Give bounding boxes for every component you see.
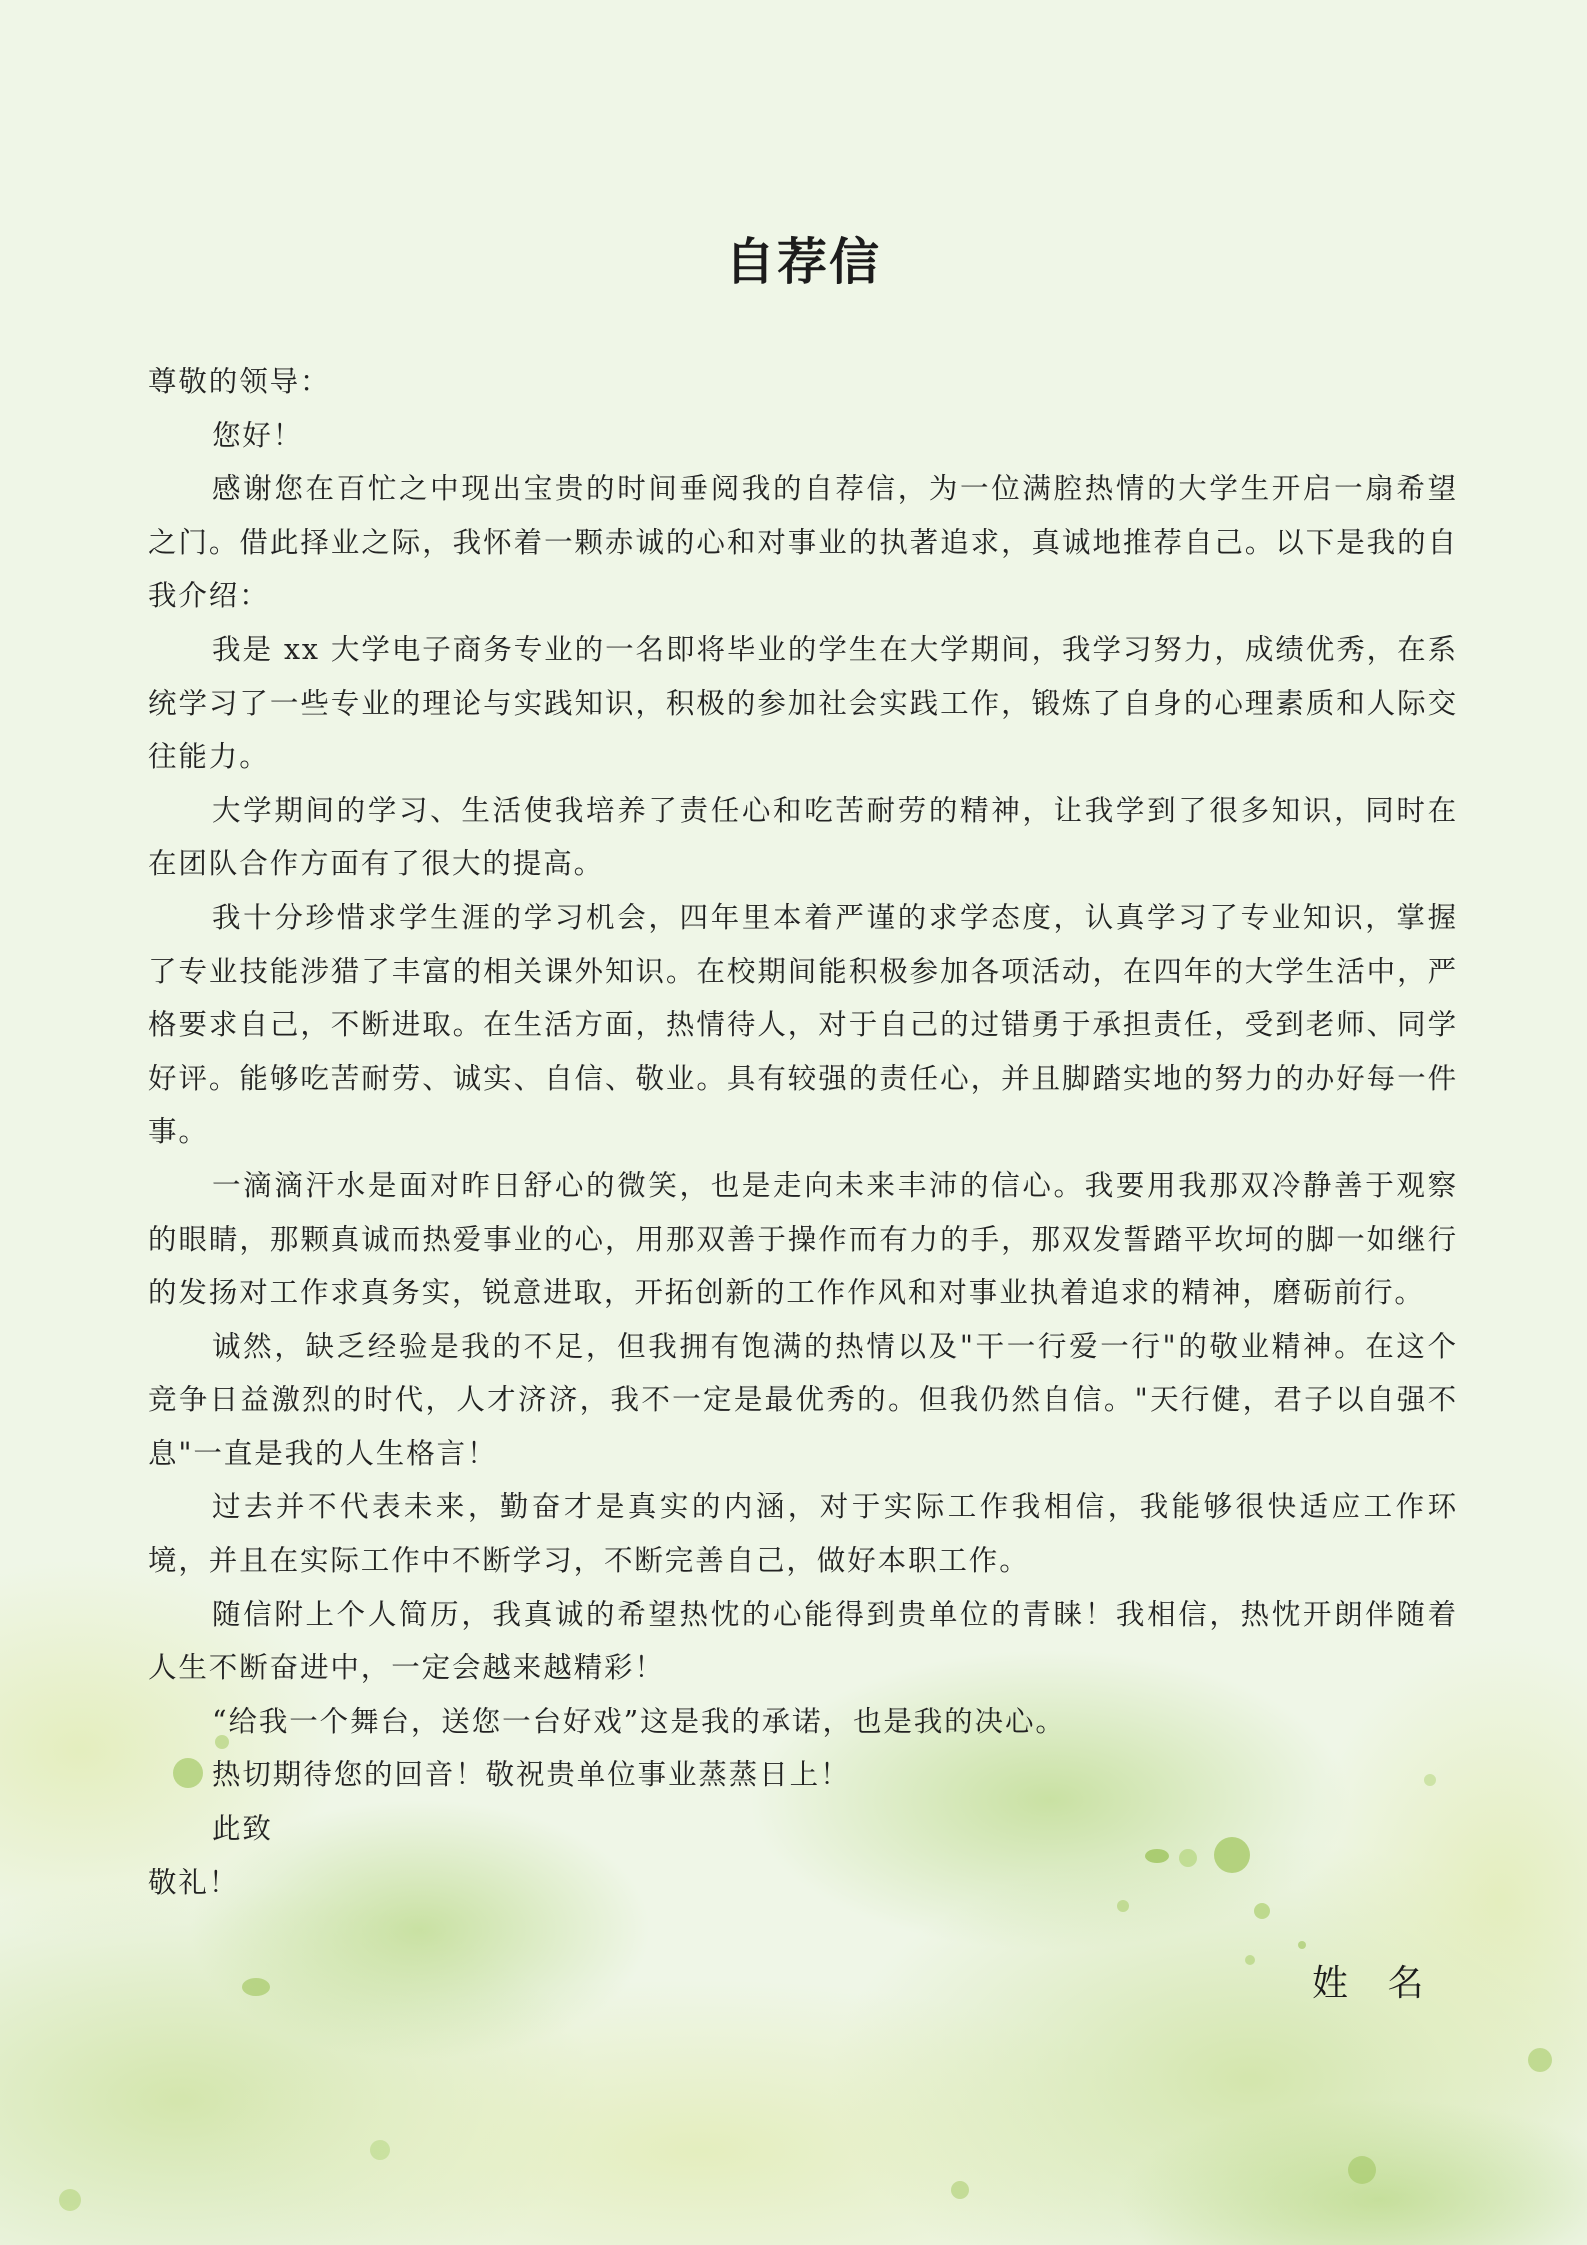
paragraph: “给我一个舞台，送您一台好戏”这是我的承诺，也是我的决心。 [212, 1704, 1066, 1738]
paragraph: 诚然，缺乏经验是我的不足，但我拥有饱满的热情以及"干一行爱一行"的敬业精神。在这个竞争日益激烈的时代，人才济济，我不一定是最优秀的。但我仍然自信。"天行健，君子以自强不息"一直是我的人生格言！ [148, 1329, 1458, 1470]
paragraph: 随信附上个人简历，我真诚的希望热忱的心能得到贵单位的青睐！我相信，热忱开朗伴随着人生不断奋进中，一定会越来越精彩！ [148, 1597, 1458, 1685]
closing-line: 此致 [212, 1812, 273, 1846]
paragraph: 我是 xx 大学电子商务专业的一名即将毕业的学生在大学期间，我学习努力，成绩优秀，在系统学习了一些专业的理论与实践知识，积极的参加社会实践工作，锻炼了自身的心理素质和人际交往能力。 [148, 632, 1458, 774]
paragraph: 热切期待您的回音！敬祝贵单位事业蒸蒸日上！ [212, 1758, 851, 1792]
greeting: 您好！ [212, 418, 304, 452]
paragraph: 感谢您在百忙之中现出宝贵的时间垂阅我的自荐信，为一位满腔热情的大学生开启一扇希望之门。借此择业之际，我怀着一颗赤诚的心和对事业的执著追求，真诚地推荐自己。以下是我的自我介绍： [148, 472, 1458, 613]
paragraph: 过去并不代表未来，勤奋才是真实的内涵，对于实际工作我相信，我能够很快适应工作环境，并且在实际工作中不断学习，不断完善自己，做好本职工作。 [148, 1490, 1458, 1578]
salutation: 尊敬的领导： [148, 365, 331, 398]
paragraph: 大学期间的学习、生活使我培养了责任心和吃苦耐劳的精神，让我学到了很多知识，同时在在团队合作方面有了很大的提高。 [148, 793, 1458, 881]
letter-title: 自荐信 [725, 233, 881, 291]
paragraph: 一滴滴汗水是面对昨日舒心的微笑，也是走向未来丰沛的信心。我要用我那双冷静善于观察的眼睛，那颗真诚而热爱事业的心，用那双善于操作而有力的手，那双发誓踏平坎坷的脚一如继行的发扬对工作求真务实，锐意进取，开拓创新的工作作风和对事业执着追求的精神，磨砺前行。 [148, 1168, 1458, 1310]
signature: 姓 名 [1312, 1963, 1438, 2004]
letter-body [148, 355, 1458, 1909]
paragraph: 我十分珍惜求学生涯的学习机会，四年里本着严谨的求学态度，认真学习了专业知识，掌握了专业技能涉猎了丰富的相关课外知识。在校期间能积极参加各项活动，在四年的大学生活中，严格要求自己，不断进取。在生活方面，热情待人，对于自己的过错勇于承担责任，受到老师、同学好评。能够吃苦耐劳、诚实、自信、敬业。具有较强的责任心，并且脚踏实地的努力的办好每一件事。 [148, 900, 1458, 1149]
regards: 敬礼！ [148, 1865, 240, 1899]
